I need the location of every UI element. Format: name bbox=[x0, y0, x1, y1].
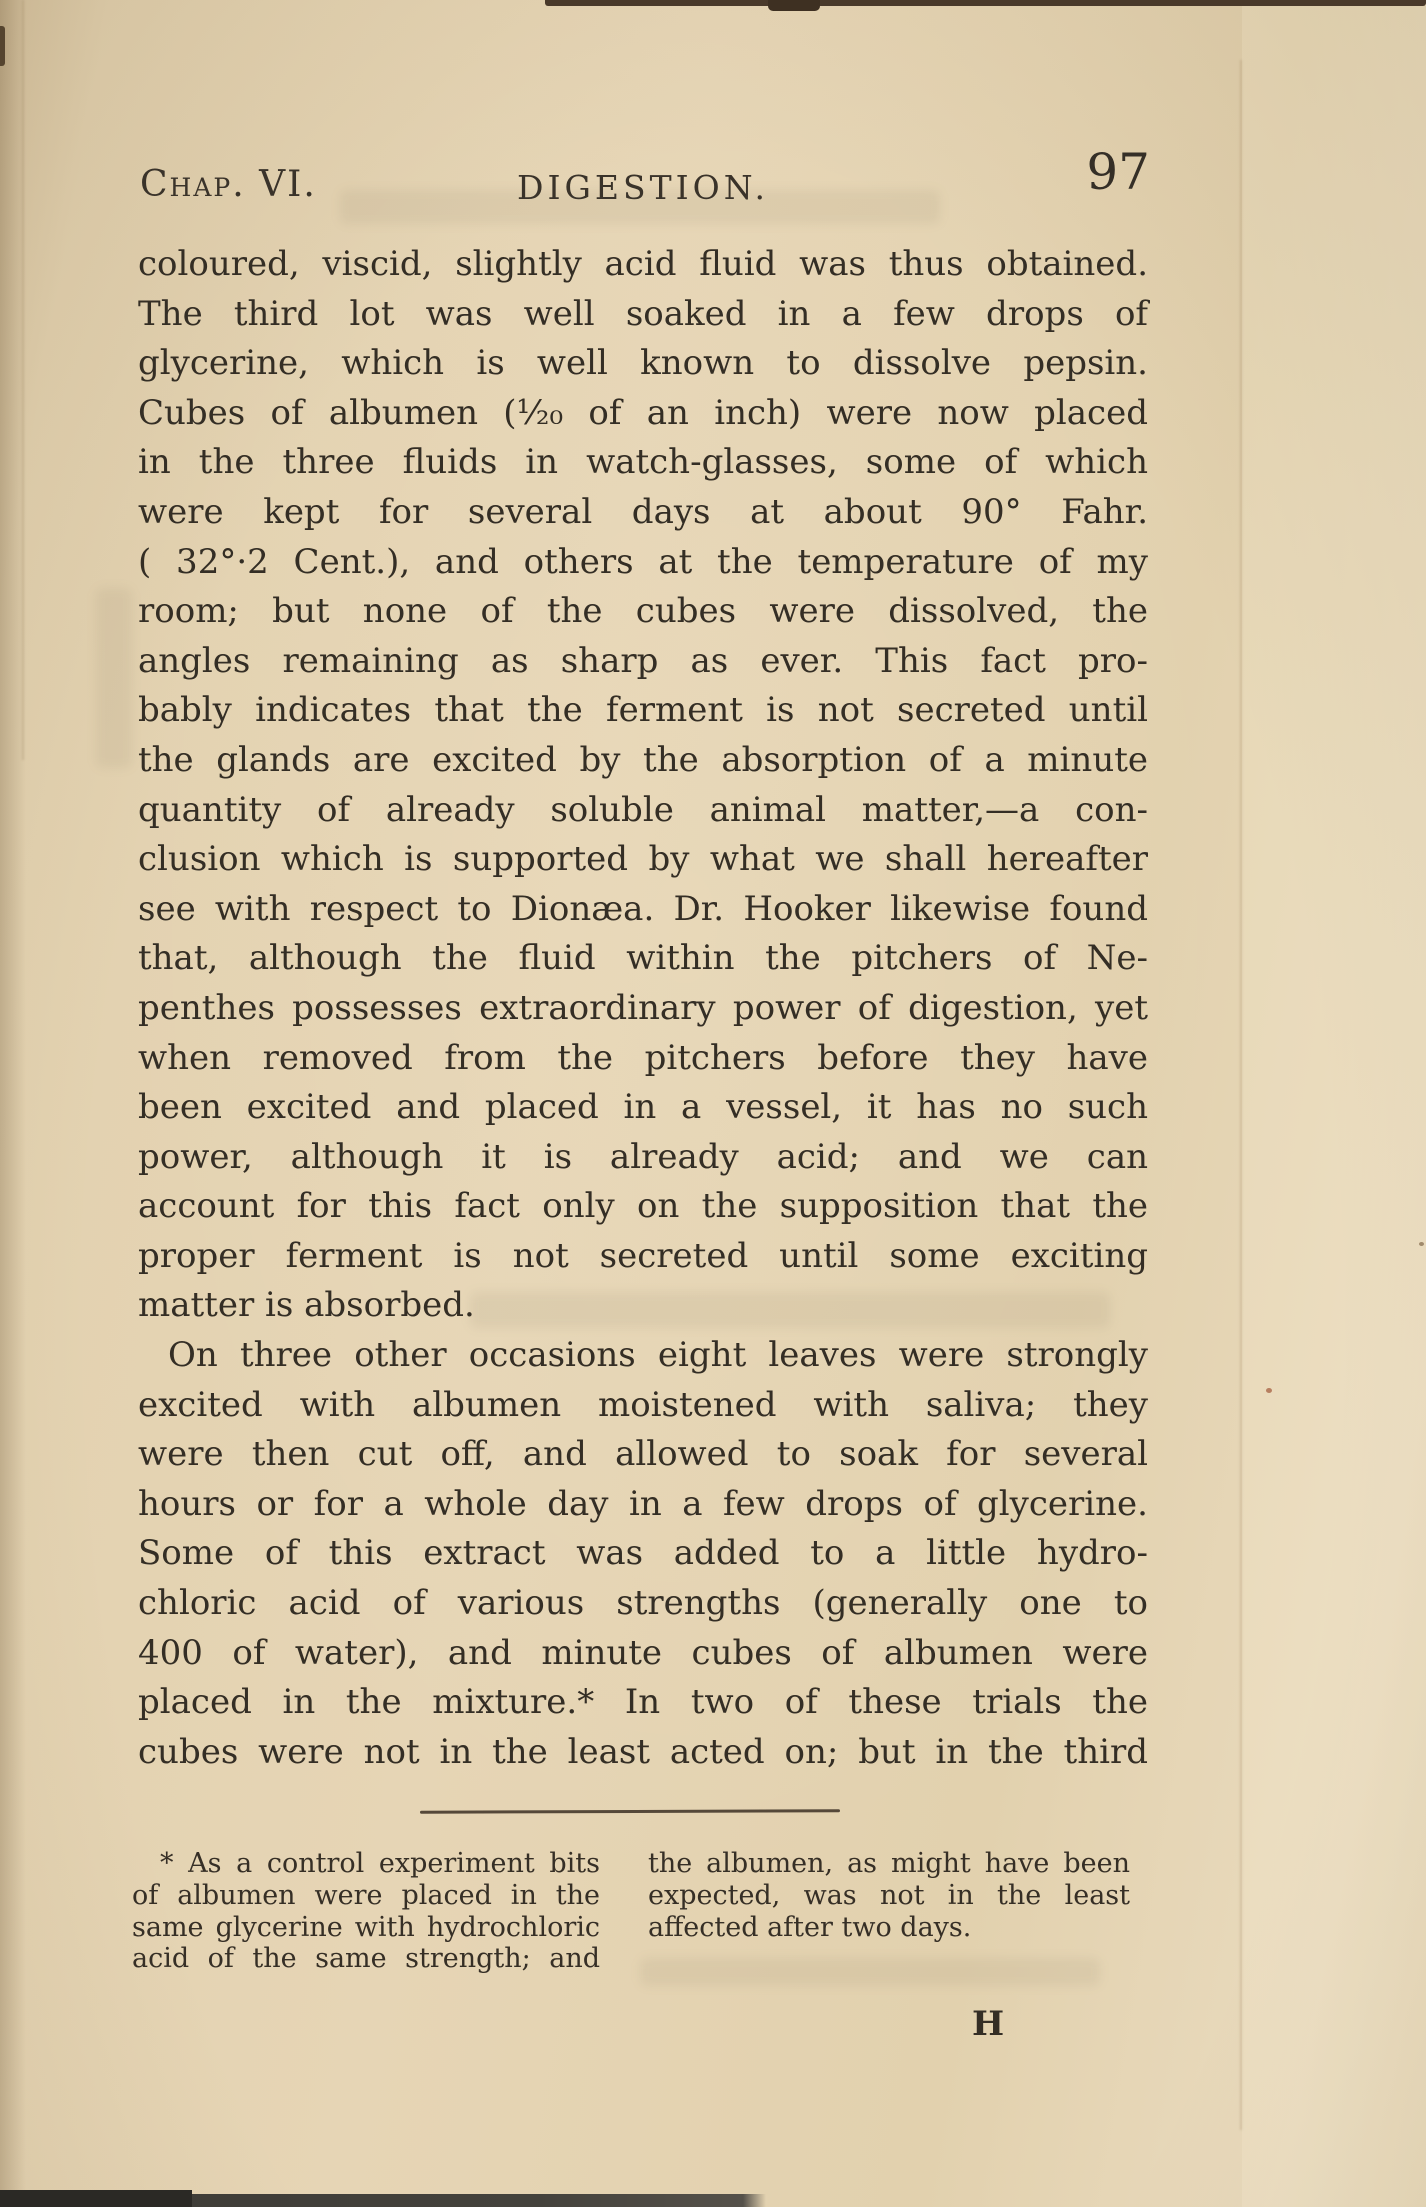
text-line: that, although the fluid within the pitchers of Ne- bbox=[138, 938, 1148, 979]
signature-mark: H bbox=[972, 2004, 1005, 2044]
text-line: quantity of already soluble animal matter,—a con- bbox=[138, 789, 1148, 830]
footnote-line: acid of the same strength; and bbox=[132, 1943, 600, 1975]
text-line: see with respect to Dionæa. Dr. Hooker likewise found bbox=[138, 888, 1148, 929]
text-line: were kept for several days at about 90° Fahr. bbox=[138, 491, 1148, 532]
footnote-line: expected, was not in the least bbox=[648, 1879, 1130, 1911]
text-line: power, although it is already acid; and we can bbox=[138, 1136, 1148, 1177]
text-line: placed in the mixture.* In two of these trials the bbox=[138, 1682, 1148, 1723]
header-chapter: Chap. VI. bbox=[140, 164, 317, 205]
text-line: penthes possesses extraordinary power of digestion, yet bbox=[138, 987, 1148, 1028]
ink-showthrough bbox=[96, 588, 132, 768]
text-line: were then cut off, and allowed to soak for several bbox=[138, 1434, 1148, 1475]
text-line: glycerine, which is well known to dissolve pepsin. bbox=[138, 343, 1148, 384]
text-line: bably indicates that the ferment is not secreted until bbox=[138, 690, 1148, 731]
text-line-paragraph-start: On three other occasions eight leaves were strongly bbox=[168, 1335, 1148, 1376]
text-line: room; but none of the cubes were dissolved, the bbox=[138, 591, 1148, 632]
text-line: when removed from the pitchers before they have bbox=[138, 1037, 1148, 1078]
text-line: coloured, viscid, slightly acid fluid was thus obtained. bbox=[138, 244, 1148, 284]
paper-speck bbox=[1419, 1242, 1424, 1246]
ink-showthrough bbox=[640, 1958, 1100, 1986]
footnote-line: the albumen, as might have been bbox=[648, 1848, 1130, 1879]
text-line: hours or for a whole day in a few drops of glycerine. bbox=[138, 1483, 1148, 1524]
text-line: cubes were not in the least acted on; but in the third bbox=[138, 1731, 1148, 1772]
scan-edge-left-notch bbox=[0, 26, 5, 66]
scan-edge-top-nub bbox=[768, 0, 820, 11]
text-line: Some of this extract was added to a little hydro- bbox=[138, 1533, 1148, 1574]
scan-edge-top bbox=[545, 0, 1426, 6]
text-line: chloric acid of various strengths (generally one to bbox=[138, 1583, 1148, 1624]
text-line: 400 of water), and minute cubes of albumen were bbox=[138, 1632, 1148, 1673]
body-text bbox=[138, 240, 1148, 1777]
text-line: account for this fact only on the supposition that the bbox=[138, 1186, 1148, 1227]
header-running-title: DIGESTION. bbox=[517, 168, 769, 207]
footnote-left-column bbox=[132, 1848, 600, 1975]
text-line: angles remaining as sharp as ever. This fact pro- bbox=[138, 640, 1148, 681]
footnote-line: same glycerine with hydrochloric bbox=[132, 1911, 600, 1943]
text-line: been excited and placed in a vessel, it has no such bbox=[138, 1087, 1148, 1128]
footnote-line: of albumen were placed in the bbox=[132, 1879, 600, 1911]
scan-edge-bottom-corner bbox=[0, 2190, 192, 2207]
footnote-rule bbox=[420, 1809, 840, 1813]
footnote-right-column bbox=[648, 1848, 1130, 1943]
header-page-number: 97 bbox=[1086, 143, 1150, 201]
text-line: excited with albumen moistened with saliva; they bbox=[138, 1384, 1148, 1425]
text-line: clusion which is supported by what we shall hereafter bbox=[138, 839, 1148, 880]
text-line: proper ferment is not secreted until some exciting bbox=[138, 1235, 1148, 1276]
page-curl-highlight bbox=[1242, 0, 1426, 2207]
text-line: in the three fluids in watch-glasses, some of which bbox=[138, 442, 1148, 483]
paper-speck bbox=[1266, 1388, 1272, 1393]
footnote-line: affected after two days. bbox=[648, 1911, 972, 1943]
text-line: The third lot was well soaked in a few drops of bbox=[138, 293, 1148, 334]
text-line: the glands are excited by the absorption of a minute bbox=[138, 739, 1148, 780]
text-line: ( 32°·2 Cent.), and others at the temperature of my bbox=[138, 541, 1148, 582]
footnote-line: * As a control experiment bits bbox=[160, 1848, 600, 1879]
text-line-paragraph-end: matter is absorbed. bbox=[138, 1285, 475, 1326]
page-crease bbox=[22, 0, 24, 760]
text-line: Cubes of albumen (¹⁄₂₀ of an inch) were now placed bbox=[138, 392, 1148, 433]
